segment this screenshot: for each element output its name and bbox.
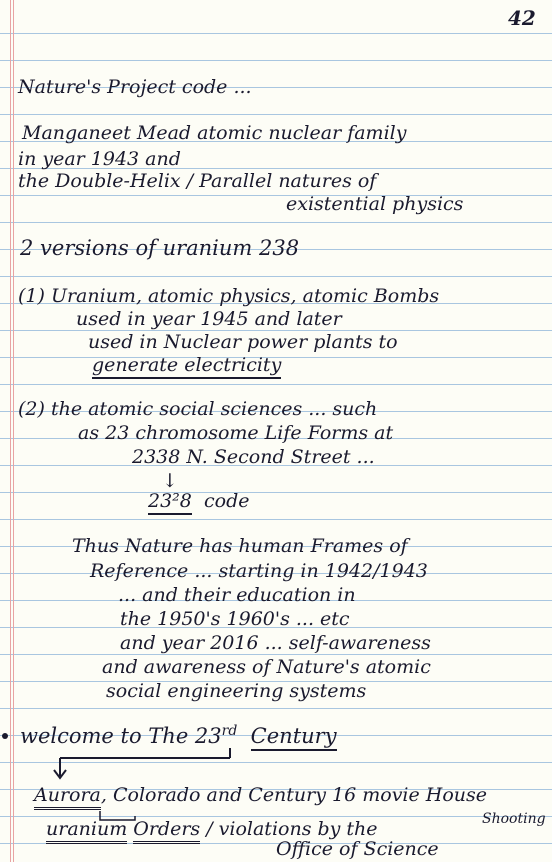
heading-line: Nature's Project code ... [18,76,252,98]
welcome-text: welcome to The 23 [20,724,222,748]
text-line: social engineering systems [106,680,367,702]
text-line: used in Nuclear power plants to [88,331,398,353]
underlined-uranium: uranium [46,818,127,844]
text-line: Reference ... starting in 1942/1943 [90,560,428,582]
list-item-1: (1) Uranium, atomic physics, atomic Bombs [18,285,440,307]
text-line: used in year 1945 and later [76,308,342,330]
down-arrow: ↓ [162,470,178,492]
text-line: and year 2016 ... self-awareness [120,632,431,654]
underlined-orders: Orders [133,818,200,844]
annotation: Shooting [482,811,546,827]
underlined-code: 23²8 [148,490,192,515]
text-line: ... and their education in [118,584,356,606]
section-heading: 2 versions of uranium 238 [20,236,300,260]
text-line: Thus Nature has human Frames of [72,535,408,557]
text-line: the Double-Helix / Parallel natures of [18,170,377,192]
text-line: 2338 N. Second Street ... [132,446,375,468]
text-line: Office of Science [276,838,439,860]
text-line: the 1950's 1960's ... etc [120,608,350,630]
underlined-aurora: Aurora [34,784,101,810]
list-item-2: (2) the atomic social sciences ... such [18,398,378,420]
text-line [46,818,378,840]
underlined-century: Century [251,724,337,751]
text-line: in year 1943 and [18,148,181,170]
text-fragment: / violations by the [200,818,378,840]
text-line: Manganeet Mead atomic nuclear family [22,122,407,144]
text-line: existential physics [286,193,464,215]
text-line: as 23 chromosome Life Forms at [78,422,394,444]
page-number: 42 [508,6,536,30]
text-fragment: , Colorado and Century 16 movie House [100,784,488,806]
underlined-text: generate electricity [92,354,281,379]
text-line [34,784,487,806]
text-line: and awareness of Nature's atomic [102,656,431,678]
ordinal-suffix: rd [221,723,238,739]
code-word: code [203,490,250,512]
